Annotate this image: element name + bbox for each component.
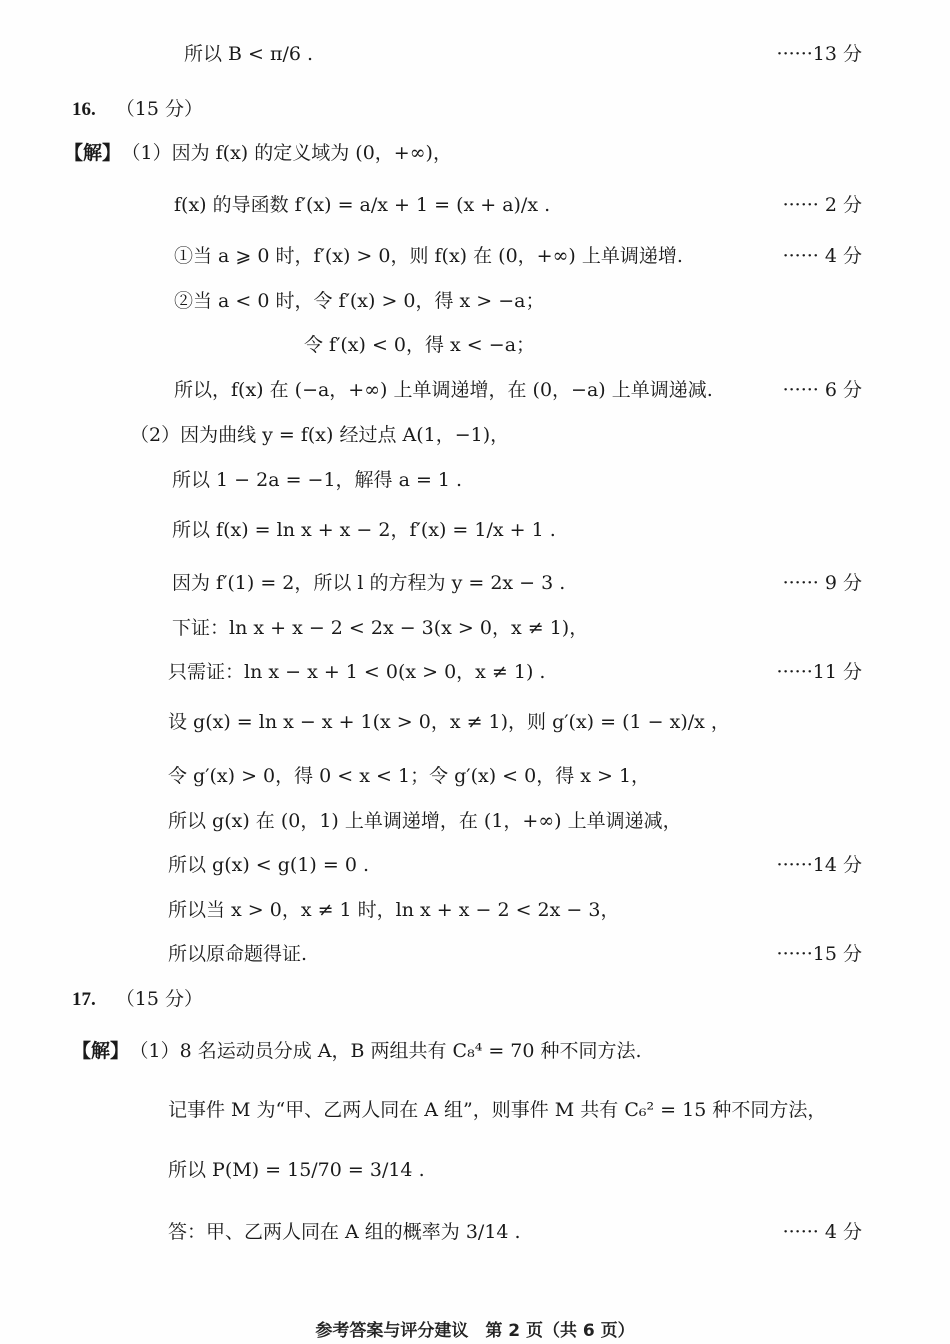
solution-line: （2）因为曲线 y = f(x) 经过点 A(1，−1)， xyxy=(130,424,510,446)
problem-points: （15 分） xyxy=(115,988,204,1010)
solution-line: 记事件 M 为“甲、乙两人同在 A 组”，则事件 M 共有 C₆² = 15 种不同方法， xyxy=(168,1099,827,1121)
solution-line: 设 g(x) = ln x − x + 1(x > 0，x ≠ 1)，则 g′(x) = (1 − x)/x ， xyxy=(168,711,730,733)
score-marker: ······ 9 分 xyxy=(782,572,862,594)
problem-number: 16. xyxy=(72,99,96,120)
solution-line: 所以当 x > 0，x ≠ 1 时，ln x + x − 2 < 2x − 3， xyxy=(168,899,620,921)
solution-line xyxy=(64,139,452,167)
solution-line: 所以 g(x) 在 (0，1) 上单调递增，在 (1，+∞) 上单调递减， xyxy=(168,810,682,832)
score-marker: ······13 分 xyxy=(776,43,862,65)
solution-line: 答：甲、乙两人同在 A 组的概率为 3/14 . xyxy=(168,1221,521,1243)
solution-line: 令 g′(x) > 0，得 0 < x < 1；令 g′(x) < 0，得 x > 1， xyxy=(168,765,651,787)
problem-points: （15 分） xyxy=(115,98,204,120)
solution-line-text: （1）因为 f(x) 的定义域为 (0，+∞)， xyxy=(131,142,452,164)
solution-line: 因为 f′(1) = 2，所以 l 的方程为 y = 2x − 3 . xyxy=(172,572,566,594)
solution-line: 所以原命题得证. xyxy=(168,943,308,965)
solution-line: 所以 f(x) = ln x + x − 2，f′(x) = 1/x + 1 . xyxy=(172,519,556,541)
solution-tag: 【解】 xyxy=(64,142,122,164)
score-marker: ······15 分 xyxy=(776,943,862,965)
solution-line: 所以 1 − 2a = −1，解得 a = 1 . xyxy=(172,469,463,491)
score-marker: ······ 6 分 xyxy=(782,379,862,401)
score-marker: ······ 4 分 xyxy=(782,245,862,267)
solution-line: ②当 a < 0 时，令 f′(x) > 0，得 x > −a； xyxy=(174,290,545,312)
solution-tag: 【解】 xyxy=(72,1040,130,1062)
page-footer: 参考答案与评分建议 第 2 页（共 6 页） xyxy=(315,1321,635,1341)
score-marker: ······ 4 分 xyxy=(782,1221,862,1243)
problem-17-heading xyxy=(72,985,203,1014)
solution-line: 下证：ln x + x − 2 < 2x − 3(x > 0，x ≠ 1)， xyxy=(172,617,589,639)
solution-line: 所以，f(x) 在 (−a，+∞) 上单调递增，在 (0，−a) 上单调递减. xyxy=(174,379,713,401)
prev-conclusion: 所以 B < π/6 . xyxy=(184,43,314,65)
score-marker: ······14 分 xyxy=(776,854,862,876)
solution-line: f(x) 的导函数 f′(x) = a/x + 1 = (x + a)/x . xyxy=(174,194,551,216)
solution-line xyxy=(72,1037,642,1065)
solution-line: 所以 P(M) = 15/70 = 3/14 . xyxy=(168,1159,425,1181)
problem-16-heading xyxy=(72,95,203,124)
solution-line-text: （1）8 名运动员分成 A，B 两组共有 C₈⁴ = 70 种不同方法. xyxy=(139,1040,642,1062)
score-marker: ······11 分 xyxy=(776,661,862,683)
solution-line: 令 f′(x) < 0，得 x < −a； xyxy=(304,334,536,356)
problem-number: 17. xyxy=(72,989,96,1010)
solution-line: 只需证：ln x − x + 1 < 0(x > 0，x ≠ 1) . xyxy=(168,661,546,683)
solution-line: ①当 a ⩾ 0 时，f′(x) > 0，则 f(x) 在 (0，+∞) 上单调递增. xyxy=(174,245,683,267)
score-marker: ······ 2 分 xyxy=(782,194,862,216)
solution-line: 所以 g(x) < g(1) = 0 . xyxy=(168,854,369,876)
